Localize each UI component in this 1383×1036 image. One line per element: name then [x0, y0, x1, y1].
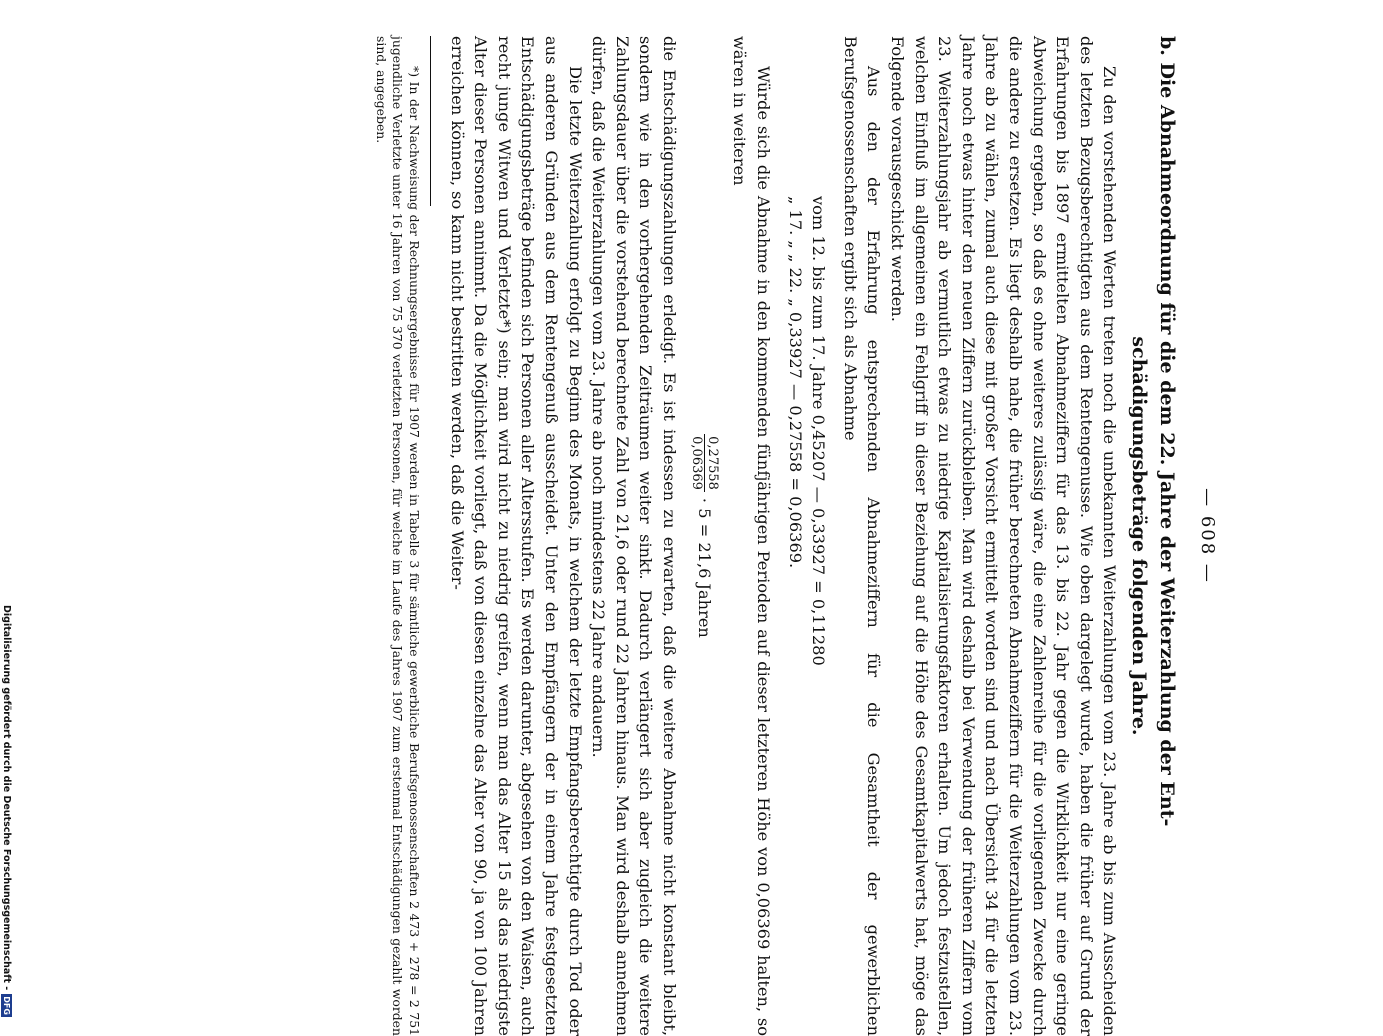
rotated-page-content — [174, 36, 1219, 1036]
fraction-formula — [689, 36, 720, 1036]
section-heading-line1: b. Die Abnahmeordnung für die dem 22. Jahre der Weiterzahlung der Ent- — [1156, 36, 1179, 827]
formula-line-2: „ 17. „ „ 22. „ 0,33927 — 0,27558 = 0,06369. — [785, 196, 805, 569]
fraction — [689, 434, 720, 492]
footnote: *) In der Nachweisung der Rechnungsergebnisse für 1907 werden in Tabelle 3 für sämtliche gewerbliche Berufsgenossenschaften 2 473 + 278 = 2 751 jugendliche Verletzte unter 16 Jahren von 75 370 verletzten Personen, für welche im Laufe des Jahres 1907 zum erstenmal Entschädigungen gezahlt worden sind, angegeben. — [373, 36, 422, 1036]
fraction-numerator: 0,27558 — [704, 436, 720, 490]
digitization-credit-text: Digitalisierung gefördert durch die Deutsche Forschungsgemeinschaft - — [1, 605, 12, 991]
paragraph-2: Aus den der Erfahrung entsprechenden Abnahmeziffern für die Gesamtheit der gewerblichen Berufsgenossenschaften ergibt sich als Abnahme — [840, 36, 884, 1036]
abnahme-formula-block — [783, 196, 830, 1036]
paragraph-5: Die letzte Weiterzahlung erfolgt zu Beginn des Monats, in welchem der letzte Empfangsberechtigte durch Tod oder aus anderen Gründen aus dem Rentengenuß ausscheidet. Unter den Empfängern der in einem Jahre festgesetzten Entschädigungsbeträge befinden sich Personen aller Altersstufen. Es werden darunter, abgesehen von den Waisen, auch recht junge Witwen und Verletzte*) sein; man wird nicht zu niedrig greifen, wenn man das Alter 15 als das niedrigste Alter dieser Personen annimmt. Da die Möglichkeit vorliegt, daß von diesen einzelne das Alter von 90, ja von 100 Jahren erreichen können, so kann nicht bestritten werden, daß die Weiter- — [447, 36, 585, 1036]
dfg-logo-icon: DFG — [2, 996, 11, 1015]
formula-line-1: vom 12. bis zum 17. Jahre 0,45207 — 0,33927 = 0,11280 — [809, 196, 829, 666]
footnote-divider — [430, 36, 431, 206]
page-number: — 608 — — [1197, 488, 1218, 584]
section-heading — [1125, 36, 1181, 1036]
paragraph-1: Zu den vorstehenden Werten treten noch die unbekannten Weiterzahlungen vom 23. Jahre ab bis zum Ausscheiden des letzten Bezugsberechtigten aus dem Rentengenusse. Wie oben dargelegt wurde, haben die früher auf Grund der Erfahrungen bis 1897 ermittelten Abnahmeziffern für das 13. bis 22. Jahr gegen die Wirklichkeit nur eine geringe Abweichung ergeben, so daß es ohne weiteres zulässig wäre, die eine Zahlenreihe für die vorliegenden Zwecke durch die andere zu ersetzen. Es liegt deshalb nahe, die früher berechneten Abnahmeziffern für die Weiterzahlungen vom 23. Jahre ab zu wählen, zumal auch diese mit großer Vorsicht ermittelt worden sind und nach Übersicht 34 für die letzten Jahre noch etwas hinter den neuen Ziffern zurückbleiben. Man wird deshalb bei Verwendung der früheren Ziffern vom 23. Weiterzahlungsjahr ab vermutlich etwas zu niedrige Kapitalisierungsfaktoren erhalten. Um jedoch festzustellen, welchen Einfluß im allgemeinen ein Fehlgriff in dieser Beziehung auf die Höhe des Gesamtkapitalwerts hat, möge das Folgende vorausgeschickt werden. — [888, 36, 1120, 1036]
fraction-result: · 5 = 21,6 Jahren — [695, 497, 715, 638]
paragraph-3: Würde sich die Abnahme in den kommenden fünfjährigen Perioden auf dieser letzteren Höhe von 0,06369 halten, so wären in weiteren — [730, 36, 774, 1036]
fraction-denominator: 0,06369 — [688, 436, 704, 490]
section-heading-line2: schädigungsbeträge folgenden Jahre. — [1128, 336, 1151, 736]
digitization-credit — [1, 605, 12, 1015]
paragraph-4: die Entschädigungszahlungen erledigt. Es ist indessen zu erwarten, daß die weitere Abnahme nicht konstant bleibt, sondern wie in den vorhergehenden Zeiträumen weiter sinkt. Dadurch verlängert sich aber zugleich die weitere Zahlungsdauer über die vorstehend berechnete Zahl von 21,6 oder rund 22 Jahren hinaus. Man wird deshalb annehmen dürfen, daß die Weiterzahlungen vom 23. Jahre ab noch mindestens 22 Jahre andauern. — [589, 36, 679, 1036]
